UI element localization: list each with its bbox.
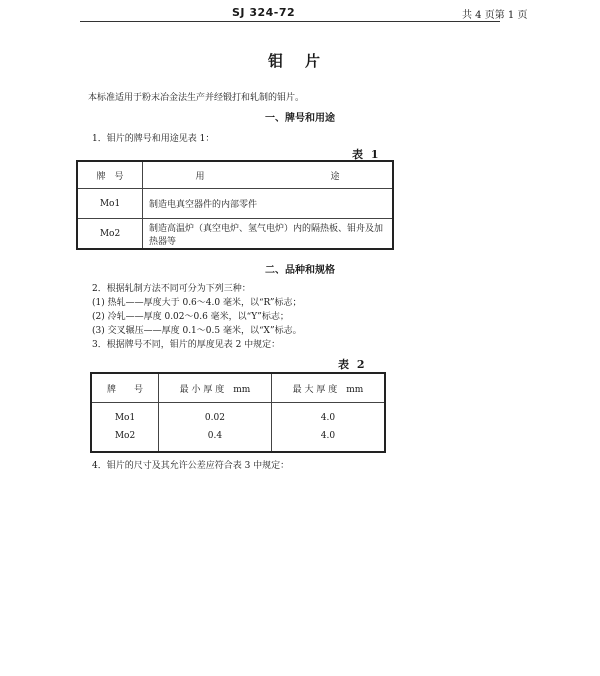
table-2-cell-min: 0.4: [159, 427, 272, 452]
table-2-caption: 表 2: [338, 358, 367, 371]
item-2-text: 2．根据轧制方法不同可分为下列三种：: [92, 284, 251, 294]
table-2-cell-max: 4.0: [271, 427, 385, 452]
header-code: SJ 324-72: [232, 6, 296, 19]
item-3-text: 3．根据牌号不同，钼片的厚度见表 2 中规定：: [92, 340, 281, 350]
table-2-header-min-thickness: 最 小 厚 度 mm: [159, 373, 272, 403]
document-title: 钼片: [267, 52, 342, 70]
item-2-sub-3: (3) 交叉辗压——厚度 0.1～0.5 毫米，以“X”标志。: [92, 326, 302, 336]
item-2-sub-2: (2) 冷轧——厚度 0.02～0.6 毫米，以“Y”标志；: [92, 312, 289, 322]
table-2-header-row: [91, 373, 385, 403]
table-row: [91, 427, 385, 452]
section-1-heading: 一、牌号和用途: [265, 113, 335, 124]
table-1-cell-usage: 制造电真空器件的内部零件: [143, 189, 394, 219]
intro-paragraph: 本标准适用于粉末冶金法生产并经锻打和轧制的钼片。: [88, 93, 305, 103]
table-2: [90, 372, 386, 453]
table-1: [76, 160, 394, 250]
table-row: [91, 403, 385, 428]
table-2-header-grade: 牌 号: [91, 373, 159, 403]
table-1-cell-usage: 制造高温炉（真空电炉、氢气电炉）内的隔热板、钼舟及加热器等: [143, 219, 394, 250]
table-1-caption: 表 1: [352, 148, 381, 161]
table-1-header-row: [77, 161, 393, 189]
table-row: [77, 219, 393, 250]
table-2-cell-grade: Mo1: [91, 403, 159, 428]
table-2-header-max-thickness: 最 大 厚 度 mm: [271, 373, 385, 403]
item-1-text: 1．钼片的牌号和用途见表 1：: [92, 134, 215, 144]
table-1-cell-grade: Mo2: [77, 219, 143, 250]
table-1-header-usage: 用 途: [143, 161, 394, 189]
table-row: [77, 189, 393, 219]
section-2-heading: 二、品种和规格: [265, 265, 335, 276]
table-2-cell-min: 0.02: [159, 403, 272, 428]
item-4-text: 4．钼片的尺寸及其允许公差应符合表 3 中规定：: [92, 461, 290, 471]
table-2-cell-max: 4.0: [271, 403, 385, 428]
header-page-info: 共 4 页第 1 页: [462, 10, 528, 21]
header-rule: [80, 21, 500, 22]
table-2-cell-grade: Mo2: [91, 427, 159, 452]
table-1-header-grade: 牌 号: [77, 161, 143, 189]
table-1-cell-grade: Mo1: [77, 189, 143, 219]
item-2-sub-1: (1) 热轧——厚度大于 0.6～4.0 毫米，以“R”标志；: [92, 298, 302, 308]
